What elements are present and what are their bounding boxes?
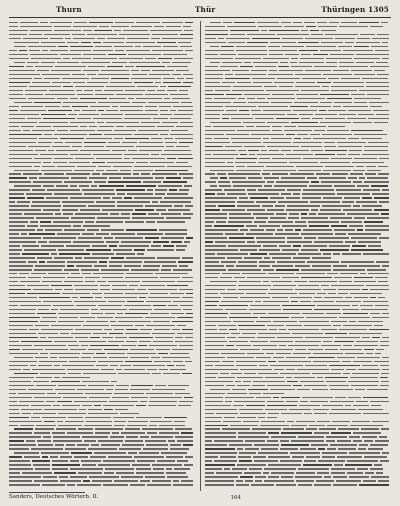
left-column	[9, 21, 195, 491]
right-column	[205, 21, 391, 491]
text-line	[9, 483, 195, 487]
running-header	[9, 5, 391, 18]
footer-source: Sanders, Deutsches Wörterb. II.	[9, 494, 99, 500]
text-columns	[9, 21, 391, 491]
header-center-word: Thür	[195, 5, 216, 14]
column-rule	[200, 21, 201, 491]
footer-signature: 164	[230, 495, 241, 501]
footer-rule	[9, 492, 85, 493]
header-left-word: Thurn	[56, 5, 82, 14]
header-right-page: Thüringen 1305	[321, 5, 389, 14]
text-line	[205, 483, 391, 487]
page-footer	[9, 494, 391, 503]
